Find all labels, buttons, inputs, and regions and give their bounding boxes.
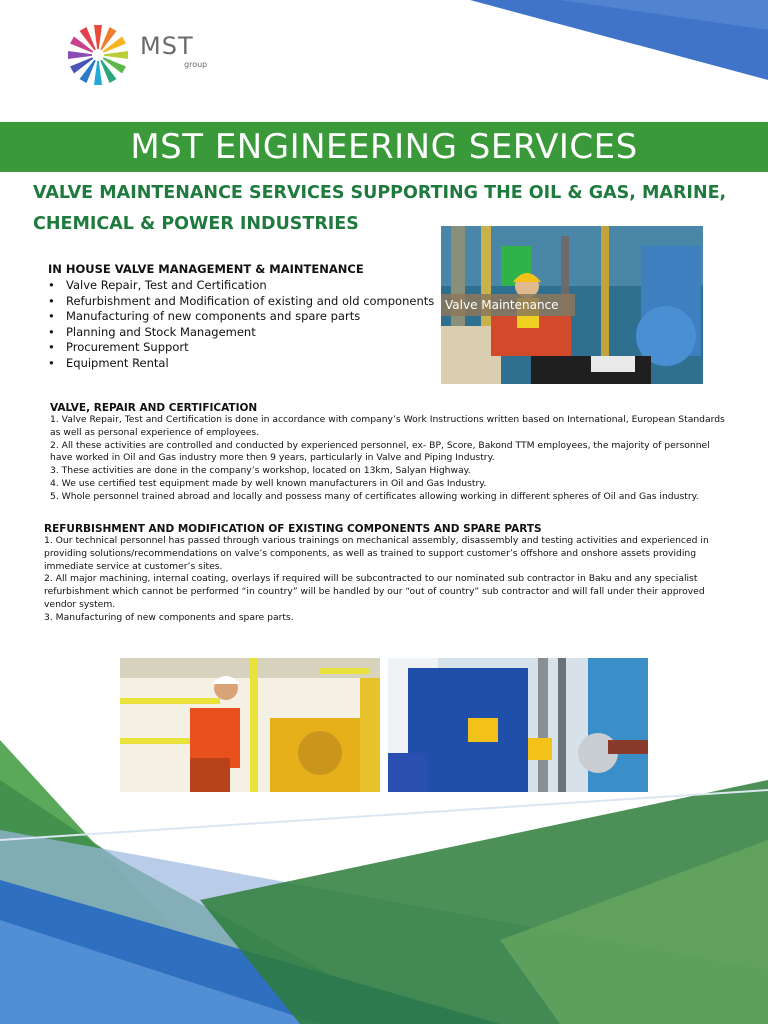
section-paragraph: 5. Whole personnel trained abroad and locally and possess many of certificates allowing working in different spheres of Oil and Gas industry. — [50, 490, 699, 502]
section-paragraph: 1. Valve Repair, Test and Certification is done in accordance with company’s Work Instructions written based on International, European Standards as well as personal experience of employees. — [50, 414, 725, 438]
photo-caption: Valve Maintenance — [441, 294, 575, 316]
section-paragraph: 3. These activities are done in the company’s workshop, located on 13km, Salyan Highway. — [50, 465, 471, 477]
valve-repair-section — [50, 402, 730, 504]
page-title: MST ENGINEERING SERVICES — [130, 127, 638, 167]
valve-maintenance-photo — [441, 226, 703, 384]
subtitle-line-1: VALVE MAINTENANCE SERVICES SUPPORTING THE OIL & GAS, MARINE, — [33, 183, 727, 203]
title-banner — [0, 122, 768, 172]
list-item: • Valve Repair, Test and Certification — [48, 278, 438, 294]
worker-valve-photo-left — [120, 658, 380, 792]
inhouse-services-list — [48, 262, 438, 371]
worker-orange-suit-illustration — [120, 658, 380, 792]
logo-brand-text: MST — [140, 32, 194, 60]
section-paragraph: 3. Manufacturing of new components and spare parts. — [44, 611, 294, 623]
bottom-decorative-shapes — [0, 720, 768, 1024]
logo-sub-text: group — [184, 60, 208, 69]
section-paragraph: 1. Our technical personnel has passed through various trainings on mechanical assembly, disassembly and testing activities and experienced in providing solutions/recommendations on valve’s components, as well as trained to support customer’s offshore and onshore assets providing immediate service at customer’s sites. — [44, 535, 709, 572]
mst-logo — [60, 20, 210, 90]
refurbishment-section — [44, 523, 734, 625]
section-heading: REFURBISHMENT AND MODIFICATION OF EXISTING COMPONENTS AND SPARE PARTS — [44, 523, 542, 535]
sunburst-logo-icon — [60, 20, 136, 90]
list-item: • Equipment Rental — [48, 356, 438, 372]
inhouse-heading: IN HOUSE VALVE MANAGEMENT & MAINTENANCE — [48, 262, 364, 276]
section-heading: VALVE, REPAIR AND CERTIFICATION — [50, 402, 258, 414]
list-item: • Planning and Stock Management — [48, 325, 438, 341]
worker-blue-suit-illustration — [388, 658, 648, 792]
section-paragraph: 2. All major machining, internal coating, overlays if required will be subcontracted to our nominated sub contractor in Baku and any specialist refurbishment which cannot be performed “in country” will be handled by our “out of country” sub contractor and will fall under their approved vendor system. — [44, 573, 705, 610]
worker-valve-photo-right — [388, 658, 648, 792]
list-item: • Procurement Support — [48, 340, 438, 356]
list-item: • Refurbishment and Modification of existing and old components — [48, 294, 438, 310]
list-item: • Manufacturing of new components and spare parts — [48, 309, 438, 325]
section-paragraph: 2. All these activities are controlled and conducted by experienced personnel, ex- BP, Score, Bakond TTM employees, the majority of personnel have worked in Oil and Gas industry more then 9 years, particularly in Valve and Piping Industry. — [50, 439, 710, 464]
subtitle-line-2: CHEMICAL & POWER INDUSTRIES — [33, 214, 359, 234]
section-paragraph: 4. We use certified test equipment made by well known manufacturers in Oil and Gas Industry. — [50, 477, 487, 489]
